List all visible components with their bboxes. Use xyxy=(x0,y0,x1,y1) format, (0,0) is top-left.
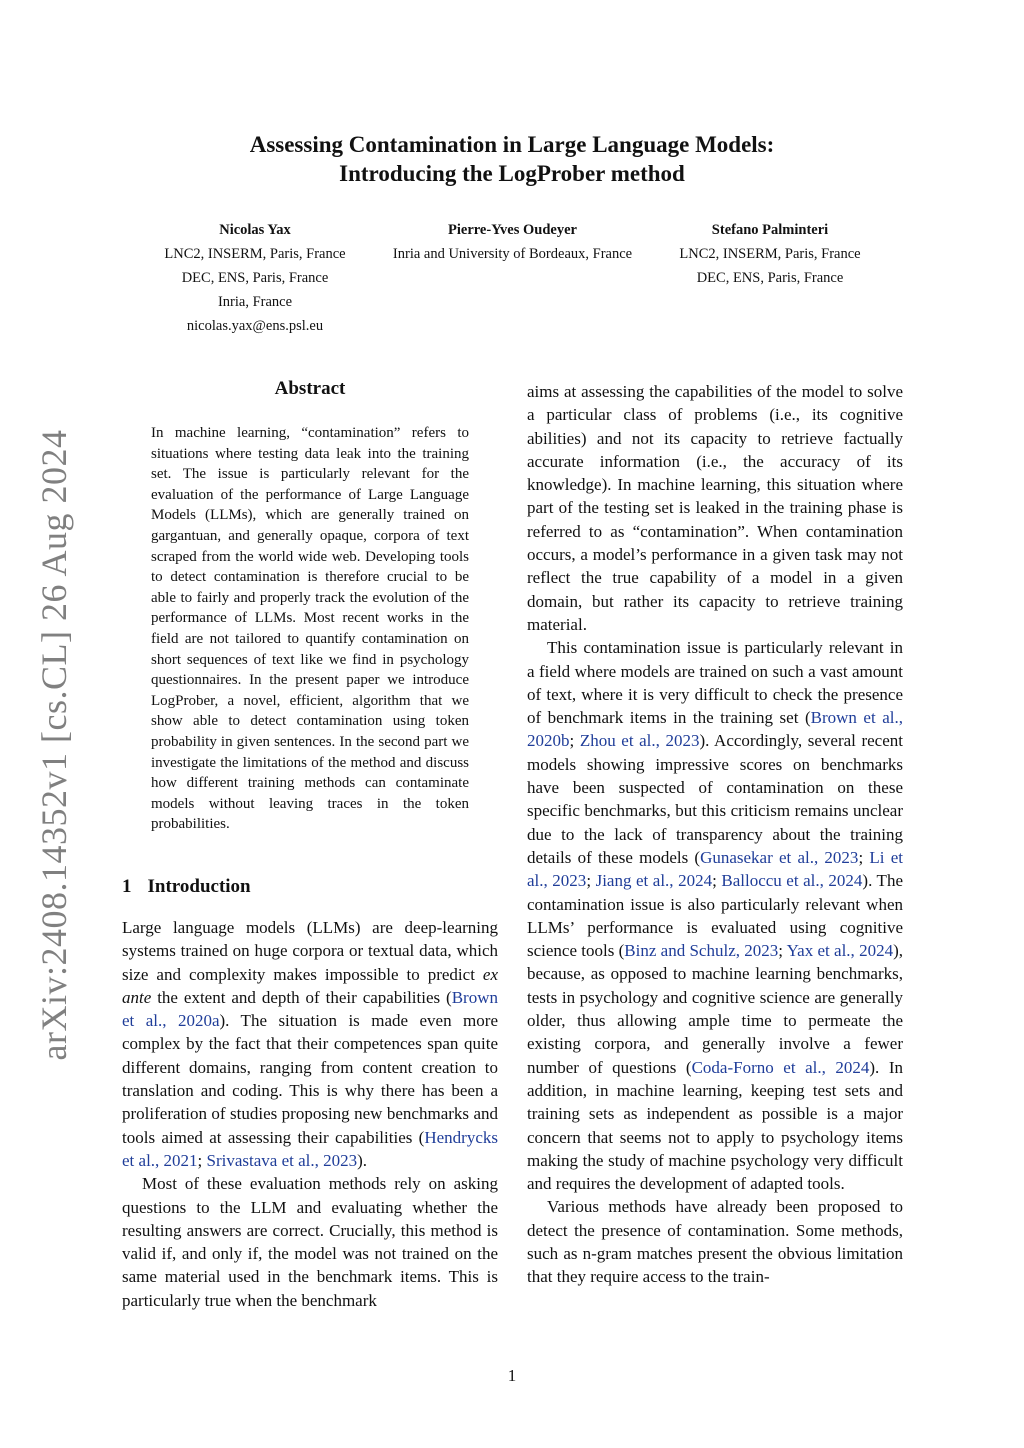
intro-paragraph-4 xyxy=(527,636,903,1195)
citation-link[interactable]: Balloccu et al., 2024 xyxy=(721,871,863,891)
text-run: ). Accordingly, several recent models showing impressive scores on benchmarks have been suspected of contamination on these specific benchmarks, but this criticism remains unclear due to the lack of transparency about the training details of these models ( xyxy=(527,731,903,867)
right-column xyxy=(527,380,903,1289)
author-block-3 xyxy=(645,218,895,290)
text-run: ). In addition, in machine learning, keeping test sets and training sets as independent as possible is a major concern that seems not to apply to psychology items making the study of machine psychology very difficult and requires the development of adapted tools. xyxy=(527,1057,903,1194)
citation-link[interactable]: Srivastava et al., 2023 xyxy=(206,1150,358,1170)
author-affiliation: LNC2, INSERM, Paris, France xyxy=(164,246,346,262)
text-run: ; xyxy=(712,871,722,891)
citation-link[interactable]: Binz and Schulz, 2023 xyxy=(624,941,779,961)
intro-paragraph-1 xyxy=(122,916,498,1172)
text-run: the extent and depth of their capabilities ( xyxy=(151,987,452,1007)
text-run: ; xyxy=(586,871,596,891)
citation-link[interactable]: Jiang et al., 2024 xyxy=(595,871,713,891)
author-affiliation: Inria, France xyxy=(217,294,293,310)
citation-link[interactable]: Coda-Forno et al., 2024 xyxy=(691,1057,870,1077)
citation-link[interactable]: Gunasekar et al., 2023 xyxy=(700,847,859,867)
text-run: ; xyxy=(858,847,870,867)
text-run: ; xyxy=(569,731,580,751)
text-run: ). The situation is made even more complex by the fact that their competences span quite different domains, ranging from content creation to translation and coding. This is why there has been a proliferation of studies proposing new benchmarks and tools aimed at assessing their capabilities ( xyxy=(122,1011,498,1147)
author-affiliation: LNC2, INSERM, Paris, France xyxy=(679,246,861,262)
citation-link[interactable]: Hendrycks et al., 2021 xyxy=(122,1127,498,1170)
text-run: ; xyxy=(778,941,787,961)
citation-link[interactable]: Brown et al., 2020a xyxy=(122,987,498,1031)
citation-link[interactable]: Zhou et al., 2023 xyxy=(579,731,700,751)
text-run: This contamination issue is particularly relevant in a field where models are trained on such a vast amount of text, where it is very difficult to check the presence of benchmark items in the training set ( xyxy=(527,638,903,728)
author-name: Nicolas Yax xyxy=(219,222,291,238)
left-column xyxy=(122,916,498,1312)
abstract-body: In machine learning, “contamination” refers to situations where testing data leak into the training set. The issue is particularly relevant for the evaluation of the performance of Large Language Models (LLMs), which are generally trained on gargantuan, and generally opaque, corpora of text scraped from the world wide web. Developing tools to detect contamination is therefore crucial to be able to fairly and properly track the evolution of the performance of LLMs. Most recent works in the field are not tailored to quantify contamination on short sequences of text like we find in psychology questionnaires. In the present paper we introduce LogProber, a novel, efficient, algorithm that we show able to detect contamination using token probability in given sentences. In the second part we investigate the limitations of the method and discuss how different training methods can contaminate models without leaving traces in the token probabilities. xyxy=(151,425,469,833)
paper-title xyxy=(0,130,1024,188)
intro-paragraph-2: Most of these evaluation methods rely on asking questions to the LLM and evaluating whether the resulting answers are correct. Crucially, this method is valid if, and only if, the model was not trained on the same material used in the benchmark items. This is particularly true when the benchmark xyxy=(122,1174,498,1310)
text-run: Large language models (LLMs) are deep-learning systems trained on huge corpora or textual data, which size and complexity makes impossible to predict xyxy=(122,918,498,984)
section-heading xyxy=(122,876,251,898)
italic-text: ex ante xyxy=(122,964,498,1007)
intro-paragraph-5: Various methods have already been proposed to detect the presence of contamination. Some methods, such as n-gram matches present the obvious limitation that they require access to the train- xyxy=(527,1197,903,1287)
citation-link[interactable]: Li et al., 2023 xyxy=(527,847,903,891)
citation-link[interactable]: Yax et al., 2024 xyxy=(786,941,894,961)
citation-link[interactable]: Brown et al., 2020b xyxy=(527,708,903,751)
author-email: nicolas.yax@ens.psl.eu xyxy=(186,318,324,334)
section-title: Introduction xyxy=(147,876,251,897)
author-name: Stefano Palminteri xyxy=(711,222,829,238)
author-block-1 xyxy=(130,218,380,338)
section-number: 1 xyxy=(122,876,132,897)
author-affiliation: DEC, ENS, Paris, France xyxy=(181,270,329,286)
intro-paragraph-3: aims at assessing the capabilities of the model to solve a particular class of problems (i.e., its cognitive abilities) and not its capacity to retrieve factually accurate information (i.e., the accuracy of its knowledge). In machine learning, this situation where part of the testing set is leaked in the training phase is referred to as “contamination”. When contamination occurs, a model’s performance in a given task may not reflect the true capability of a model in a given domain, but rather its capacity to retrieve training material. xyxy=(527,382,903,634)
page-number: 1 xyxy=(507,1366,517,1385)
arxiv-stamp-text: arXiv:2408.14352v1 [cs.CL] 26 Aug 2024 xyxy=(34,429,74,1061)
text-run: ). The contamination issue is also particularly relevant when LLMs’ performance is evaluated using cognitive science tools ( xyxy=(527,871,903,961)
title-line-1: Assessing Contamination in Large Language Models: xyxy=(249,132,775,157)
author-affiliation: DEC, ENS, Paris, France xyxy=(696,270,844,286)
text-run: ; xyxy=(197,1150,207,1170)
text-run: ), because, as opposed to machine learning benchmarks, tests in psychology and cognitive science are generally older, thus allowing ample time to permeate the existing corpora, and generally involve a fewer number of questions ( xyxy=(527,941,903,1077)
title-line-2: Introducing the LogProber method xyxy=(339,161,685,186)
author-affiliation: Inria and University of Bordeaux, France xyxy=(392,246,633,262)
text-run: ). xyxy=(357,1150,368,1170)
abstract-heading: Abstract xyxy=(274,378,346,399)
author-block-2 xyxy=(370,218,655,266)
author-name: Pierre-Yves Oudeyer xyxy=(448,222,577,238)
